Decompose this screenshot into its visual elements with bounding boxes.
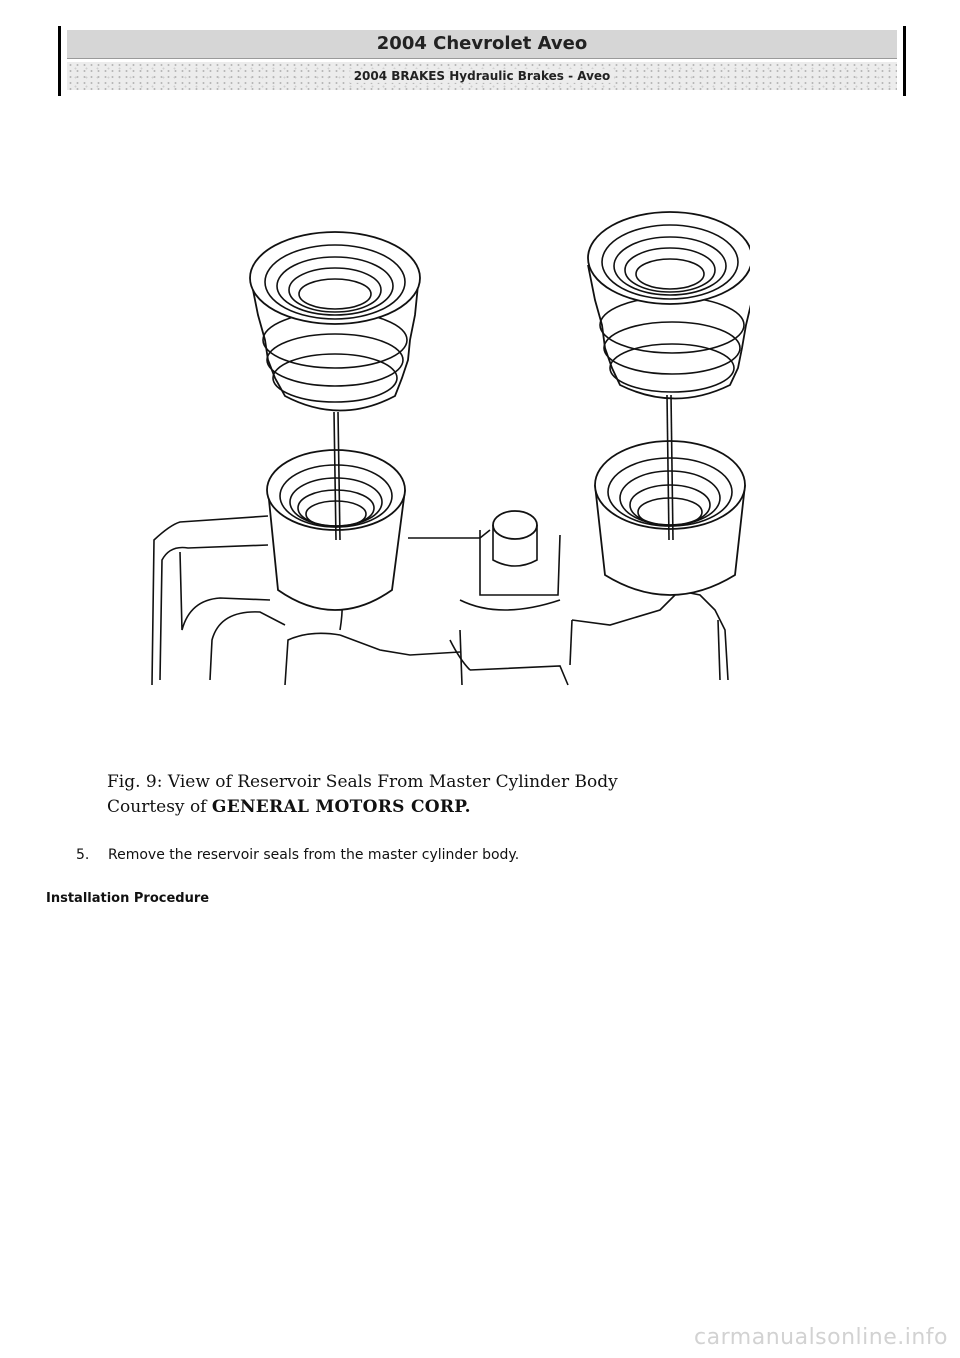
figure-caption-title: Fig. 9: View of Reservoir Seals From Master Cylinder Body (107, 772, 618, 792)
master-cylinder-drawing (140, 200, 750, 690)
document-header (58, 26, 906, 96)
watermark: carmanualsonline.info (694, 1325, 948, 1350)
installation-procedure-heading: Installation Procedure (46, 891, 210, 906)
document-subtitle-text: 2004 BRAKES Hydraulic Brakes - Aveo (350, 69, 615, 83)
document-title: 2004 Chevrolet Aveo (67, 30, 897, 59)
figure-courtesy-name: GENERAL MOTORS CORP. (211, 797, 471, 817)
step-number: 5. (76, 847, 90, 863)
procedure-step (76, 847, 776, 863)
step-text: Remove the reservoir seals from the master cylinder body. (108, 847, 520, 863)
figure-courtesy (107, 795, 747, 820)
document-subtitle (67, 62, 897, 90)
reservoir-seals-illustration (140, 200, 750, 690)
figure-courtesy-prefix: Courtesy of (107, 797, 207, 817)
figure-caption (107, 770, 747, 820)
